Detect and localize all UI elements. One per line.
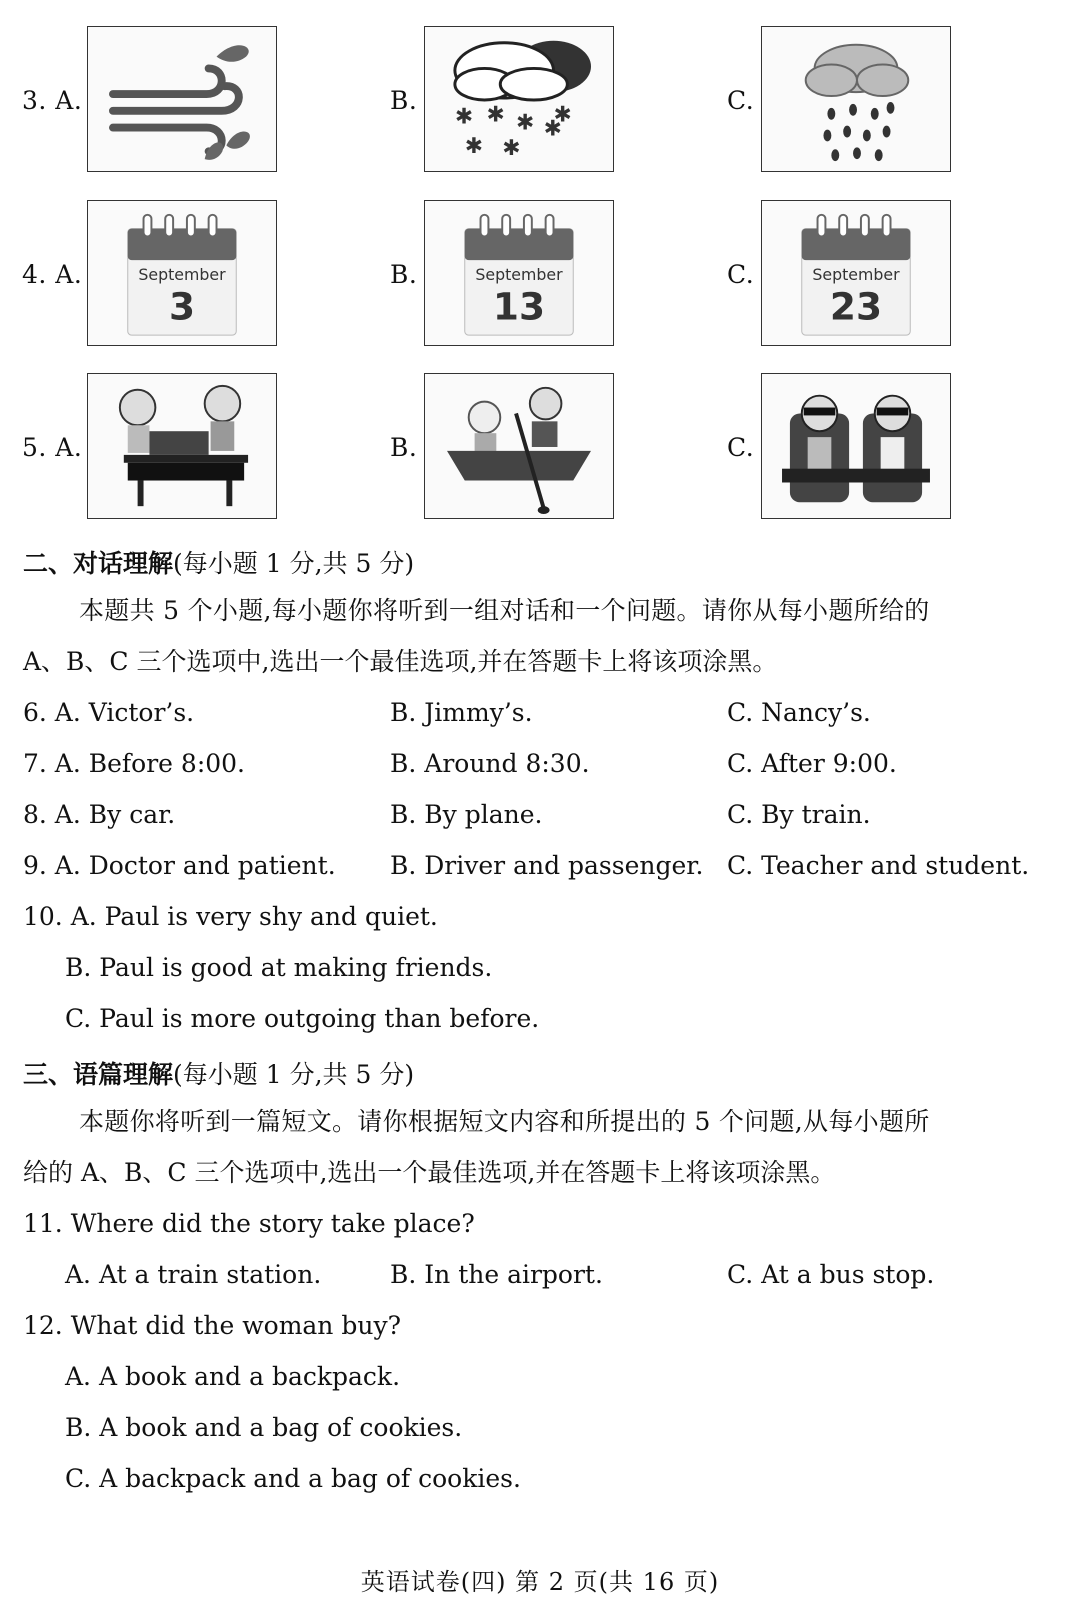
question-4-c-label: C. bbox=[727, 260, 755, 289]
reading-picture[interactable] bbox=[87, 373, 277, 519]
calendar-day: 23 bbox=[829, 284, 883, 329]
calendar-picture-a[interactable] bbox=[87, 200, 277, 346]
movie-icon bbox=[762, 374, 950, 518]
q8-option-c: C. By train. bbox=[727, 800, 871, 829]
calendar-month: September bbox=[812, 264, 900, 284]
calendar-day: 3 bbox=[168, 284, 196, 329]
calendar-icon bbox=[425, 201, 613, 345]
section-2-instruction-1: 本题共 5 个小题,每小题你将听到一组对话和一个问题。请你从每小题所给的 bbox=[79, 596, 930, 625]
calendar-picture-b[interactable] bbox=[424, 200, 614, 346]
calendar-month: September bbox=[475, 264, 563, 284]
q6-option-c: C. Nancy’s. bbox=[727, 698, 871, 727]
section-3-instruction-1: 本题你将听到一篇短文。请你根据短文内容和所提出的 5 个问题,从每小题所 bbox=[79, 1107, 930, 1136]
q11-option-b: B. In the airport. bbox=[390, 1260, 603, 1289]
q12-option-b: B. A book and a bag of cookies. bbox=[65, 1413, 463, 1442]
rain-picture[interactable] bbox=[761, 26, 951, 172]
svg-text:✱: ✱ bbox=[553, 102, 572, 128]
svg-text:✱: ✱ bbox=[464, 134, 483, 160]
section-3-instruction-2: 给的 A、B、C 三个选项中,选出一个最佳选项,并在答题卡上将该项涂黑。 bbox=[23, 1158, 836, 1187]
wind-picture[interactable] bbox=[87, 26, 277, 172]
question-3-c-label: C. bbox=[727, 86, 755, 115]
section-3-heading bbox=[23, 1055, 414, 1091]
snow-icon bbox=[425, 27, 613, 171]
question-3-b-label: B. bbox=[390, 86, 418, 115]
calendar-icon bbox=[88, 201, 276, 345]
calendar-picture-c[interactable] bbox=[761, 200, 951, 346]
svg-text:✱: ✱ bbox=[502, 136, 521, 162]
page-footer: 英语试卷(四) 第 2 页(共 16 页) bbox=[360, 1568, 720, 1596]
boating-icon bbox=[425, 374, 613, 518]
question-5-b-label: B. bbox=[390, 433, 418, 462]
q6-option-a: 6. A. Victor’s. bbox=[23, 698, 195, 727]
question-5-c-label: C. bbox=[727, 433, 755, 462]
q10-option-a: 10. A. Paul is very shy and quiet. bbox=[23, 902, 438, 931]
q9-option-a: 9. A. Doctor and patient. bbox=[23, 851, 336, 880]
q8-option-a: 8. A. By car. bbox=[23, 800, 176, 829]
movie-picture[interactable] bbox=[761, 373, 951, 519]
q7-option-c: C. After 9:00. bbox=[727, 749, 897, 778]
calendar-day: 13 bbox=[492, 284, 546, 329]
section-2-points: (每小题 1 分,共 5 分) bbox=[173, 549, 415, 578]
calendar-icon bbox=[762, 201, 950, 345]
q11-option-a: A. At a train station. bbox=[65, 1260, 322, 1289]
q12-option-a: A. A book and a backpack. bbox=[65, 1362, 401, 1391]
section-3-points: (每小题 1 分,共 5 分) bbox=[173, 1060, 415, 1089]
rain-icon bbox=[762, 27, 950, 171]
q10-option-b: B. Paul is good at making friends. bbox=[65, 953, 493, 982]
section-3-title: 三、语篇理解 bbox=[23, 1060, 174, 1089]
wind-icon bbox=[88, 27, 276, 171]
q7-option-b: B. Around 8:30. bbox=[390, 749, 590, 778]
svg-text:✱: ✱ bbox=[454, 104, 474, 130]
q8-option-b: B. By plane. bbox=[390, 800, 543, 829]
reading-icon bbox=[88, 374, 276, 518]
section-2-title: 二、对话理解 bbox=[23, 549, 174, 578]
question-4-a-label: 4. A. bbox=[22, 260, 83, 289]
q7-option-a: 7. A. Before 8:00. bbox=[23, 749, 245, 778]
q11-option-c: C. At a bus stop. bbox=[727, 1260, 935, 1289]
question-5-a-label: 5. A. bbox=[22, 433, 83, 462]
q6-option-b: B. Jimmy’s. bbox=[390, 698, 533, 727]
question-3-a-label: 3. A. bbox=[22, 86, 83, 115]
svg-text:✱: ✱ bbox=[486, 102, 505, 128]
boating-picture[interactable] bbox=[424, 373, 614, 519]
q10-option-c: C. Paul is more outgoing than before. bbox=[65, 1004, 540, 1033]
q12-stem: 12. What did the woman buy? bbox=[23, 1311, 401, 1340]
section-2-instruction-2: A、B、C 三个选项中,选出一个最佳选项,并在答题卡上将该项涂黑。 bbox=[23, 647, 778, 676]
snow-picture[interactable] bbox=[424, 26, 614, 172]
q9-option-c: C. Teacher and student. bbox=[727, 851, 1030, 880]
svg-text:✱: ✱ bbox=[543, 116, 562, 142]
q11-stem: 11. Where did the story take place? bbox=[23, 1209, 475, 1238]
question-4-b-label: B. bbox=[390, 260, 418, 289]
q12-option-c: C. A backpack and a bag of cookies. bbox=[65, 1464, 521, 1493]
calendar-month: September bbox=[138, 264, 226, 284]
q9-option-b: B. Driver and passenger. bbox=[390, 851, 704, 880]
svg-text:✱: ✱ bbox=[516, 110, 535, 136]
section-2-heading bbox=[23, 544, 414, 580]
